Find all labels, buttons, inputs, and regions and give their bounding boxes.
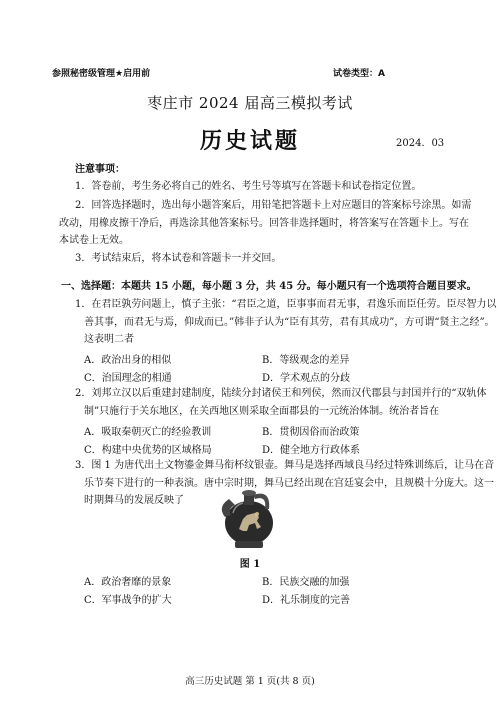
- q3-option-d: D．礼乐制度的完善: [262, 595, 351, 606]
- q3-option-b: B．民族交融的加强: [262, 577, 350, 588]
- q1-line-2: 善其事，而君无与焉，仰成而已。”韩非子认为“臣有其劳，君有其成功”，方可谓“贤主之经”。: [84, 317, 495, 328]
- silver-ewer-figure: [213, 483, 285, 551]
- q2-option-b: B．贯彻因俗而治政策: [262, 427, 360, 438]
- exam-date: 2024．03: [396, 138, 445, 149]
- subject-title: 历史试题: [199, 128, 300, 154]
- q2-line-1: 2．刘邦立汉以后重建封建制度，陆续分封诸侯王和列侯，然而汉代郡县与封国并行的“双轨体: [75, 388, 487, 399]
- q1-option-b: B．等级观念的差异: [262, 355, 350, 366]
- notice-line-1: 1．答卷前，考生务必将自己的姓名、考生号等填写在答题卡和试卷指定位置。: [75, 181, 422, 192]
- q3-line-2: 乐节奏下进行的一种表演。唐中宗时期，舞马已经出现在宫廷宴会中，且规模十分庞大。这一: [84, 478, 494, 489]
- q1-line-1: 1．在君臣孰劳问题上，慎子主张：“君臣之道，臣事事而君无事，君逸乐而臣任劳。臣尽智力以: [75, 299, 497, 310]
- figure-caption: 图 1: [239, 559, 261, 570]
- notice-line-3: 3．考试结束后，将本试卷和答题卡一并交回。: [75, 253, 282, 264]
- q1-option-c: C．治国理念的相通: [84, 373, 172, 384]
- section-heading: 一、选择题：本题共 15 小题，每小题 3 分，共 45 分。每小题只有一个选项符合题目要求。: [61, 281, 477, 292]
- notice-heading: 注意事项：: [75, 164, 125, 175]
- notice-line-2c: 本试卷上无效。: [59, 235, 129, 246]
- q2-option-a: A．吸取秦朝灭亡的经验教训: [84, 427, 212, 438]
- confidential-label: 参照秘密级管理★启用前: [52, 69, 151, 79]
- paper-type-label: 试卷类型：A: [333, 69, 385, 79]
- q1-option-a: A．政治出身的相似: [84, 355, 172, 366]
- q3-line-3: 时期舞马的发展反映了: [84, 495, 184, 506]
- q2-option-c: C．构建中央优势的区域格局: [84, 445, 212, 456]
- exam-title: 枣庄市 2024 届高三模拟考试: [147, 94, 353, 112]
- q3-line-1: 3．图 1 为唐代出土文物鎏金舞马衔杯纹银壶。舞马是选择西域良马经过特殊训练后，让马在音: [75, 460, 495, 471]
- q2-line-2: 制”只施行于关东地区，在关西地区则采取全面郡县的一元统治体制。统治者旨在: [84, 406, 440, 417]
- q2-option-d: D．健全地方行政体系: [262, 445, 361, 456]
- q3-option-a: A．政治奢靡的景象: [84, 577, 172, 588]
- notice-line-2a: 2．回答选择题时，选出每小题答案后，用铅笔把答题卡上对应题目的答案标号涂黑。如需: [75, 200, 472, 211]
- q1-option-d: D．学术观点的分歧: [262, 373, 351, 384]
- q1-line-3: 这表明二者: [84, 334, 134, 345]
- page-footer: 高三历史试题 第 1 页(共 8 页): [185, 676, 315, 687]
- q3-option-c: C．军事战争的扩大: [84, 595, 172, 606]
- notice-line-2b: 改动，用橡皮擦干净后，再选涂其他答案标号。回答非选择题时，将答案写在答题卡上。写在: [59, 218, 469, 229]
